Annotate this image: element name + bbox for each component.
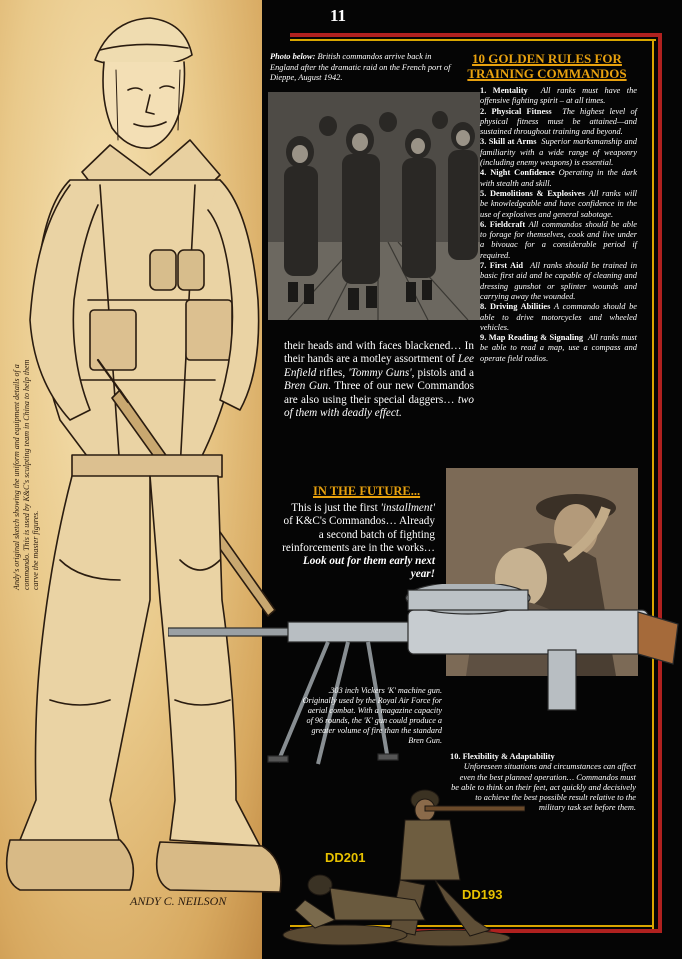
future-text-p2: of K&C's Commandos… Already a second batch of fighting reinforcements are in the works… <box>282 515 435 554</box>
rules-title <box>456 51 638 81</box>
rule-title: 9. Map Reading & Signaling <box>480 333 584 343</box>
body-text-p1: their heads and with faces blackened… In their hands are a motley assortment of <box>284 340 474 366</box>
rules-title-line1: 10 GOLDEN RULES FOR <box>472 51 622 66</box>
rule-9 <box>480 333 637 364</box>
rules-list <box>480 86 637 364</box>
frame-red-top <box>290 33 662 37</box>
rule-10-desc: Unforeseen situations and circumstances can affect even the best planned operation… Commandos must be able to think on their feet, act quickly and decisively to achieve the best possible result relative to the military task set before them. <box>451 762 636 813</box>
label-dd201: DD201 <box>325 850 366 865</box>
frame-red-right <box>658 33 662 933</box>
future-title: IN THE FUTURE... <box>313 484 421 498</box>
rule-desc: Superior marksmanship and familiarity with a wide range of weaponry (including enemy weapons) is essential. <box>480 137 637 168</box>
artist-signature: ANDY C. NEILSON <box>130 894 227 908</box>
future-text <box>280 502 435 582</box>
rule-title: 3. Skill at Arms <box>480 137 537 147</box>
photo-caption <box>270 52 460 84</box>
rule-desc: All ranks will be knowledgeable and have confidence in the use of explosives and general sabotage. <box>480 188 637 219</box>
rule-7 <box>480 261 637 302</box>
rule-4 <box>480 168 637 189</box>
body-text-p4: . Three of our new Commandos are also using their special daggers… <box>284 380 474 406</box>
rule-desc: A commando should be able to drive motorcycles and wheeled vehicles. <box>480 302 637 332</box>
rule-desc: All ranks should be trained in basic first aid and be capable of cleaning and dressing gunshot or splinter wounds and carrying away the wounded. <box>480 261 638 301</box>
body-text <box>284 340 474 420</box>
rule-desc: The highest level of physical fitness must be attained—and sustained throughout training and beyond. <box>480 106 638 137</box>
photo-caption-text: British commandos arrive back in England after the dramatic raid on the French port of Dieppe, August 1942. <box>270 52 451 82</box>
photo-caption-lead: Photo below: <box>270 52 316 61</box>
future-text-look-out: Look out for them early next year! <box>302 555 435 581</box>
rule-3 <box>480 137 637 168</box>
rules-title-line2: TRAINING COMMANDOS <box>467 66 627 81</box>
rule-title: 2. Physical Fitness <box>480 106 552 116</box>
rule-title: 1. Mentality <box>480 86 528 95</box>
rule-title: 7. First Aid <box>480 261 524 271</box>
label-dd193: DD193 <box>462 887 503 902</box>
rule-desc: All commandos should be able to forage for themselves, cook and live under a bivouac for a considerable period if required. <box>480 219 637 260</box>
rule-5 <box>480 189 637 220</box>
future-text-p1: This is just the first <box>291 502 381 514</box>
rule-desc: All ranks must have the offensive fighting spirit – at all times. <box>480 86 638 106</box>
rule-1 <box>480 86 637 107</box>
future-text-installment: 'installment' <box>380 502 435 514</box>
rule-6 <box>480 220 637 261</box>
rule-desc: Operating in the dark with stealth and skill. <box>480 168 637 188</box>
frame-gold-right <box>652 39 654 929</box>
dieppe-photo <box>268 92 480 320</box>
rule-title: 4. Night Confidence <box>480 168 555 178</box>
rule-desc: All ranks must be able to read a map, use a compass and operate field radios. <box>480 333 638 363</box>
body-text-lee-enfield: Lee Enfield <box>284 353 474 379</box>
rule-8 <box>480 302 637 333</box>
sketch-side-caption: Andy's original sketch showing the uniform and equipment details of a commando. This is used by K&C's sculpting team in China to help them carve the master figures. <box>12 359 40 590</box>
body-text-tommy-guns: 'Tommy Guns' <box>348 366 412 379</box>
frame-gold-top <box>290 39 656 41</box>
body-text-bren-gun: Bren Gun <box>284 380 329 393</box>
rule-title: 6. Fieldcraft <box>480 219 526 229</box>
rule-title: 5. Demolitions & Explosives <box>480 188 585 198</box>
rule-title: 8. Driving Abilities <box>480 302 551 312</box>
body-text-tail: two of them with deadly effect. <box>284 393 474 420</box>
gun-caption: .303 inch Vickers 'K' machine gun. Originally used by the Royal Air Force for aerial combat. With a magazine capacity of 96 rounds, the 'K' gun could produce a greater volume of fire than the standard Bren Gun. <box>302 686 442 745</box>
toy-soldier-figures <box>275 770 525 950</box>
body-text-p3: , pistols and a <box>411 366 474 379</box>
rule-10-title: 10. Flexibility & Adaptability <box>450 752 555 761</box>
body-text-p2: rifles, <box>316 366 349 379</box>
page-number: 11 <box>330 6 347 25</box>
rule-2 <box>480 107 637 138</box>
